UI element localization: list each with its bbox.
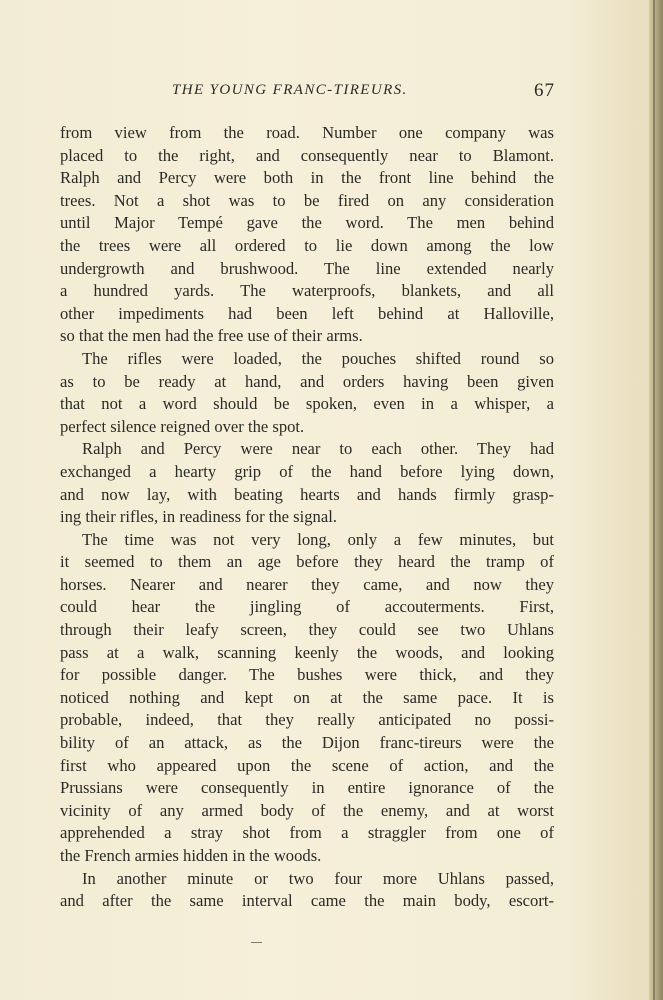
text-line: pass at a walk, scanning keenly the woods, and looking — [60, 642, 554, 662]
text-line: as to be ready at hand, and orders having been given — [60, 371, 554, 391]
text-line: Prussians were consequently in entire ignorance of the — [60, 778, 554, 798]
text-line: Ralph and Percy were near to each other. They had — [82, 439, 554, 459]
text-line: first who appeared upon the scene of action, and the — [60, 755, 554, 775]
page-number: 67 — [534, 80, 555, 101]
text-line: from view from the road. Number one company was — [60, 123, 554, 142]
text-line: bility of an attack, as the Dijon franc-tireurs were the — [60, 733, 554, 753]
text-line: exchanged a hearty grip of the hand before lying down, — [60, 461, 554, 481]
binding-line — [653, 0, 655, 1000]
footer-dash — [251, 942, 262, 943]
text-line: horses. Nearer and nearer they came, and now they — [60, 574, 554, 594]
text-line: apprehended a stray shot from a straggler from one of — [60, 823, 554, 843]
text-line: could hear the jingling of accouterments. First, — [60, 597, 554, 617]
text-line: until Major Tempé gave the word. The men behind — [60, 213, 554, 233]
text-line: it seemed to them an age before they heard the tramp of — [60, 552, 554, 572]
text-line: ing their rifles, in readiness for the signal. — [60, 507, 337, 527]
text-line: perfect silence reigned over the spot. — [60, 416, 305, 436]
text-line: the French armies hidden in the woods. — [60, 846, 322, 865]
text-line: for possible danger. The bushes were thick, and they — [60, 665, 554, 685]
text-line: and now lay, with beating hearts and hands firmly grasp- — [60, 484, 554, 504]
text-line: the trees were all ordered to lie down among the low — [60, 235, 554, 255]
text-line: and after the same interval came the main body, escort- — [60, 891, 554, 911]
text-line: The rifles were loaded, the pouches shifted round so — [82, 348, 554, 368]
text-line: probable, indeed, that they really anticipated no possi- — [60, 710, 554, 730]
running-title: THE YOUNG FRANC-TIREURS. — [172, 82, 408, 98]
text-line: a hundred yards. The waterproofs, blankets, and all — [60, 281, 554, 301]
body-text — [60, 122, 554, 913]
page-header — [60, 80, 555, 106]
text-line: other impediments had been left behind at Halloville, — [60, 303, 554, 323]
text-line: In another minute or two four more Uhlans passed, — [82, 868, 554, 888]
text-line: undergrowth and brushwood. The line extended nearly — [60, 258, 554, 278]
text-line: The time was not very long, only a few minutes, but — [82, 529, 554, 549]
text-line: placed to the right, and consequently near to Blamont. — [60, 145, 554, 165]
text-line: vicinity of any armed body of the enemy, and at worst — [60, 800, 554, 820]
text-line: through their leafy screen, they could see two Uhlans — [60, 620, 554, 640]
text-line: trees. Not a shot was to be fired on any consideration — [60, 190, 554, 210]
text-line: Ralph and Percy were both in the front line behind the — [60, 168, 554, 188]
page-gutter — [649, 0, 663, 1000]
text-line: so that the men had the free use of their arms. — [60, 326, 363, 346]
text-line: that not a word should be spoken, even in a whisper, a — [60, 394, 554, 414]
text-line: noticed nothing and kept on at the same pace. It is — [60, 687, 554, 707]
